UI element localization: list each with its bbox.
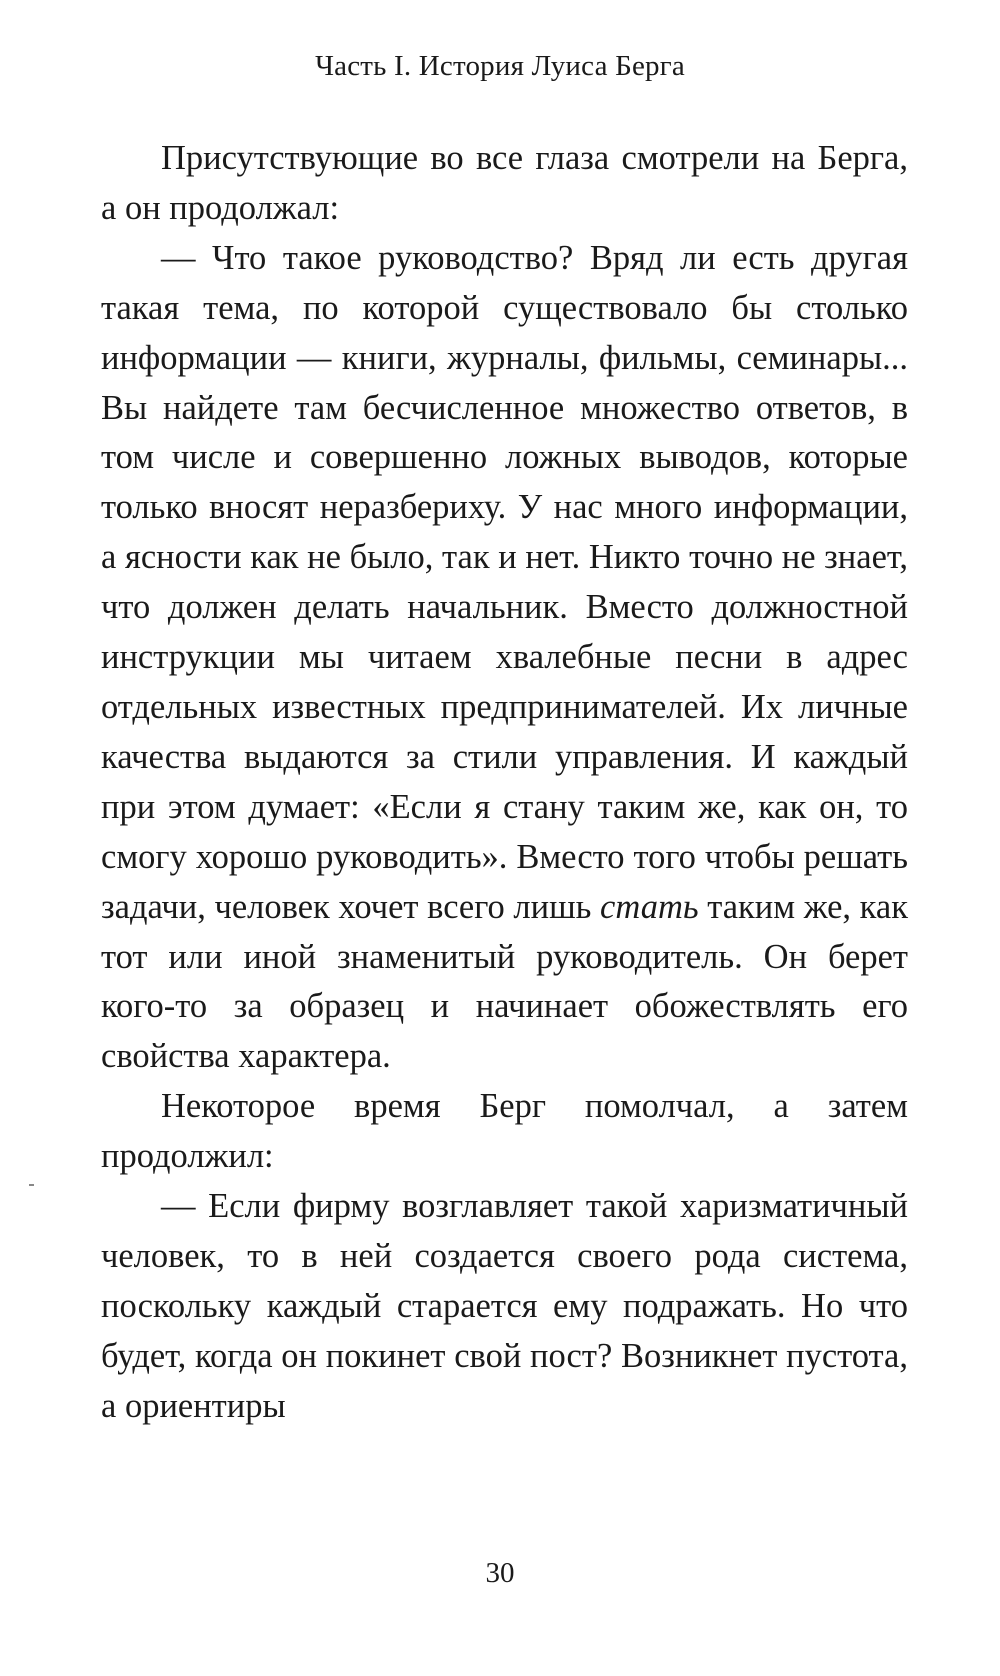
paragraph-3: Некоторое время Берг помолчал, а затем продолжил: bbox=[101, 1087, 908, 1176]
paragraph-2 bbox=[101, 234, 908, 1082]
paragraph-1: Присутствующие во все глаза смотрели на Берга, а он продолжал: bbox=[101, 139, 908, 227]
page-body bbox=[101, 134, 908, 1432]
paragraph-2-text-end: таким же, как тот или иной знаменитый руководитель. Он берет кого-то за образец и начинает обожествлять его свойства характера. bbox=[101, 887, 908, 1076]
emphasized-word: стать bbox=[600, 887, 699, 926]
page-number: 30 bbox=[485, 1557, 515, 1589]
running-head: Часть I. История Луиса Берга bbox=[315, 50, 685, 82]
paragraph-4: — Если фирму возглавляет такой харизматичный человек, то в ней создается своего рода система, поскольку каждый старается ему подражать. Но что будет, когда он покинет свой пост? Возникнет пустота, а ориентиры bbox=[101, 1187, 908, 1425]
margin-mark bbox=[29, 1184, 34, 1186]
paragraph-2-text-start: — Что такое руководство? Вряд ли есть другая такая тема, по которой существовало бы столько информации — книги, журналы, фильмы, семинары... Вы найдете там бесчисленное множество ответов, в том числе и совершенно ложных выводов, которые только вносят неразбериху. У нас много информации, а ясности как не было, так и нет. Никто точно не знает, что должен делать начальник. Вместо должностной инструкции мы читаем хвалебные песни в адрес отдельных известных предпринимателей. Их личные качества выдаются за стили управления. И каждый при этом думает: «Если я стану таким же, как он, то смогу хорошо руководить». Вместо того чтобы решать задачи, человек хочет всего лишь bbox=[101, 238, 908, 926]
